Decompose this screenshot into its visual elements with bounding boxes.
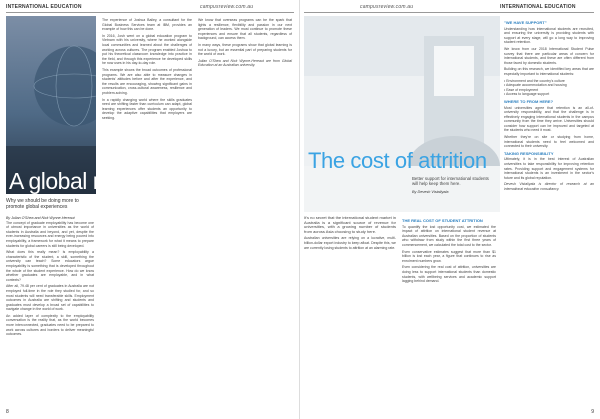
- list-item: • Access to language support: [504, 92, 550, 97]
- headline: The cost of attrition: [308, 148, 487, 173]
- paragraph: It's no secret that the international student market in Australia is a significant source of revenue for universities, with a growing number of students from across Asia choosing to study here.: [304, 215, 396, 234]
- paragraph: This example shows the broad outcomes of professional programs. We are also able to measure changes in students' attitudes before and after the experience, and the results are encouraging, showing significant gains in communication, cross-cultural awareness, resilience and problem-solving.: [102, 67, 192, 95]
- list-item: • Environment and the country's culture: [504, 78, 565, 83]
- site-label: campusreview.com.au: [360, 4, 414, 10]
- right-column-2: [402, 216, 496, 286]
- paragraph: Whether they're on site or studying from home, international students need to feel welcomed and connected to their university.: [504, 135, 594, 149]
- paragraph: Building on this research, we identified key areas that are especially important to international students:: [504, 67, 594, 76]
- standfirst: Why we should be doing more to promote global experiences: [6, 198, 79, 211]
- paragraph: The concept of graduate employability has become one of utmost importance in universities as the world of students in Australia and beyond, and yet, despite the ever-increasing resources and energy being poured into employability, a framework for what it means to prepare students for global careers is still being developed.: [6, 220, 94, 248]
- left-column-2: [102, 18, 192, 122]
- paragraph: In a rapidly changing world where the skills graduates need are shifting faster than curriculum can adapt, global learning experiences offer students an opportunity to develop the adaptive capabilities that employers are seeking.: [102, 97, 192, 120]
- list-item: • Ease of employment: [504, 87, 539, 92]
- site-label: campusreview.com.au: [200, 4, 254, 10]
- subheading: "WE HAVE SUPPORT": [504, 20, 547, 25]
- right-page: [300, 0, 600, 419]
- section-label: INTERNATIONAL EDUCATION: [500, 4, 576, 10]
- list-item: • Adequate accommodation and housing: [504, 83, 567, 88]
- paragraph: Even considering the real cost of attrition, universities are doing less to support international students than domestic students, with wellbeing services and academic support lagging behind demand.: [402, 265, 496, 284]
- paragraph: Ultimately, it is in the best interest of Australian universities to take responsibility for improving retention rates. Providing support and engagement systems for international students is an investment in the sector's future and its global reputation.: [504, 157, 594, 180]
- byline: By Julian O'Shea and Nick Wynne-Hereaut: [6, 216, 75, 220]
- subheading: WHERE TO FROM HERE?: [504, 98, 554, 104]
- header-rule: [6, 12, 294, 13]
- paragraph: The experience of Joshua Bailey, a consultant for the Global Business Services team at IBM, provides an example of how this can be done.: [102, 18, 192, 32]
- paragraph: An added layer of complexity to the employability conversation is the reality that, as the world becomes more interconnected, graduates need to be prepared to work across cultures and borders to deliver meaningful outcomes.: [6, 313, 94, 337]
- right-column-1: [304, 216, 396, 252]
- author-bio: Julian O'Shea and Nick Wynne-Hereaut are from Global Education at an Australian university.: [198, 58, 292, 68]
- left-column-1: [6, 216, 94, 339]
- headline: A global mind: [9, 168, 141, 194]
- paragraph: To quantify the lost opportunity cost, we estimated the impact of attrition on international student revenue at Australian universities. Based on the proportion of students who withdraw from study within the first three years of commencement, we calculated the total cost to the sector.: [402, 224, 496, 247]
- paragraph: Even conservative estimates suggest that more than $1 billion is lost each year, a figure that continues to rise as enrolment numbers grow.: [402, 249, 496, 263]
- paragraph: What does this really mean? Is employability a characteristic of the student, a skill, something the university can teach? Some educators argue employability is something that is developed throughout the whole of the student experience. How do we know whether graduates are employable, and in what contexts?: [6, 250, 94, 282]
- paragraph: In 2016, Josh went on a global education program to Vietnam with his university, where he worked alongside local communities and learned about the challenges of working across cultures. The program enabled Joshua to put his theoretical classroom knowledge into practice in the field, and through this experience he developed skills he now uses in his day-to-day role.: [102, 33, 192, 66]
- byline: By Devesh Vistaliyala: [412, 189, 449, 194]
- left-column-3: [198, 18, 292, 70]
- header-rule: [304, 12, 594, 13]
- author-bio: Devesh Vistaliyala is director of research at an international education consultancy.: [504, 182, 594, 191]
- paragraph: We know from our 2018 International Student Pulse survey that there are particular areas of concern for international students, and these are often different from those faced by domestic students.: [504, 46, 594, 65]
- paragraph: We know that overseas programs can be the spark that lights a resilience, flexibility and passion in our next generation of leaders. We must continue to promote these experiences and ensure that all students, regardless of background, can access them.: [198, 18, 292, 41]
- section-label: INTERNATIONAL EDUCATION: [6, 4, 82, 10]
- page-number: 8: [6, 409, 9, 415]
- page-number: 9: [591, 409, 594, 415]
- paragraph: Understanding how international students are recruited, and ensuring the university is providing students with support at every stage, will go a long way to improving student retention.: [504, 26, 594, 45]
- subheading: THE REAL COST OF STUDENT ATTRITION: [402, 218, 483, 223]
- paragraph: Australian universities are relying on a lucrative, multi-billion-dollar export industry to keep afloat. Despite this, we are currently losing students to attrition at an alarming rate.: [304, 236, 396, 250]
- standfirst: Better support for international students will help keep them here.: [412, 176, 489, 187]
- paragraph: After all, 79.48 per cent of graduates in Australia are not employed full-time in the role they studied for, and so most students will need transferable skills. Employment outcomes in Australia are shifting and students and graduates must develop a broad set of capabilities to navigate change in the world of work.: [6, 284, 94, 312]
- paragraph: In many ways, these programs show that global learning is not a luxury, but an essential part of preparing students for the world of work.: [198, 42, 292, 57]
- standfirst-box: [412, 176, 496, 195]
- right-column-3: [504, 18, 594, 194]
- subheading: TAKING RESPONSIBILITY: [504, 150, 554, 156]
- paragraph: Most universities agree that retention is an all-of-university responsibility, and that the challenge is in effectively engaging international students in the campus community from the time they arrive. Universities should consider how support can be improved and targeted at the students who need it most.: [504, 105, 594, 133]
